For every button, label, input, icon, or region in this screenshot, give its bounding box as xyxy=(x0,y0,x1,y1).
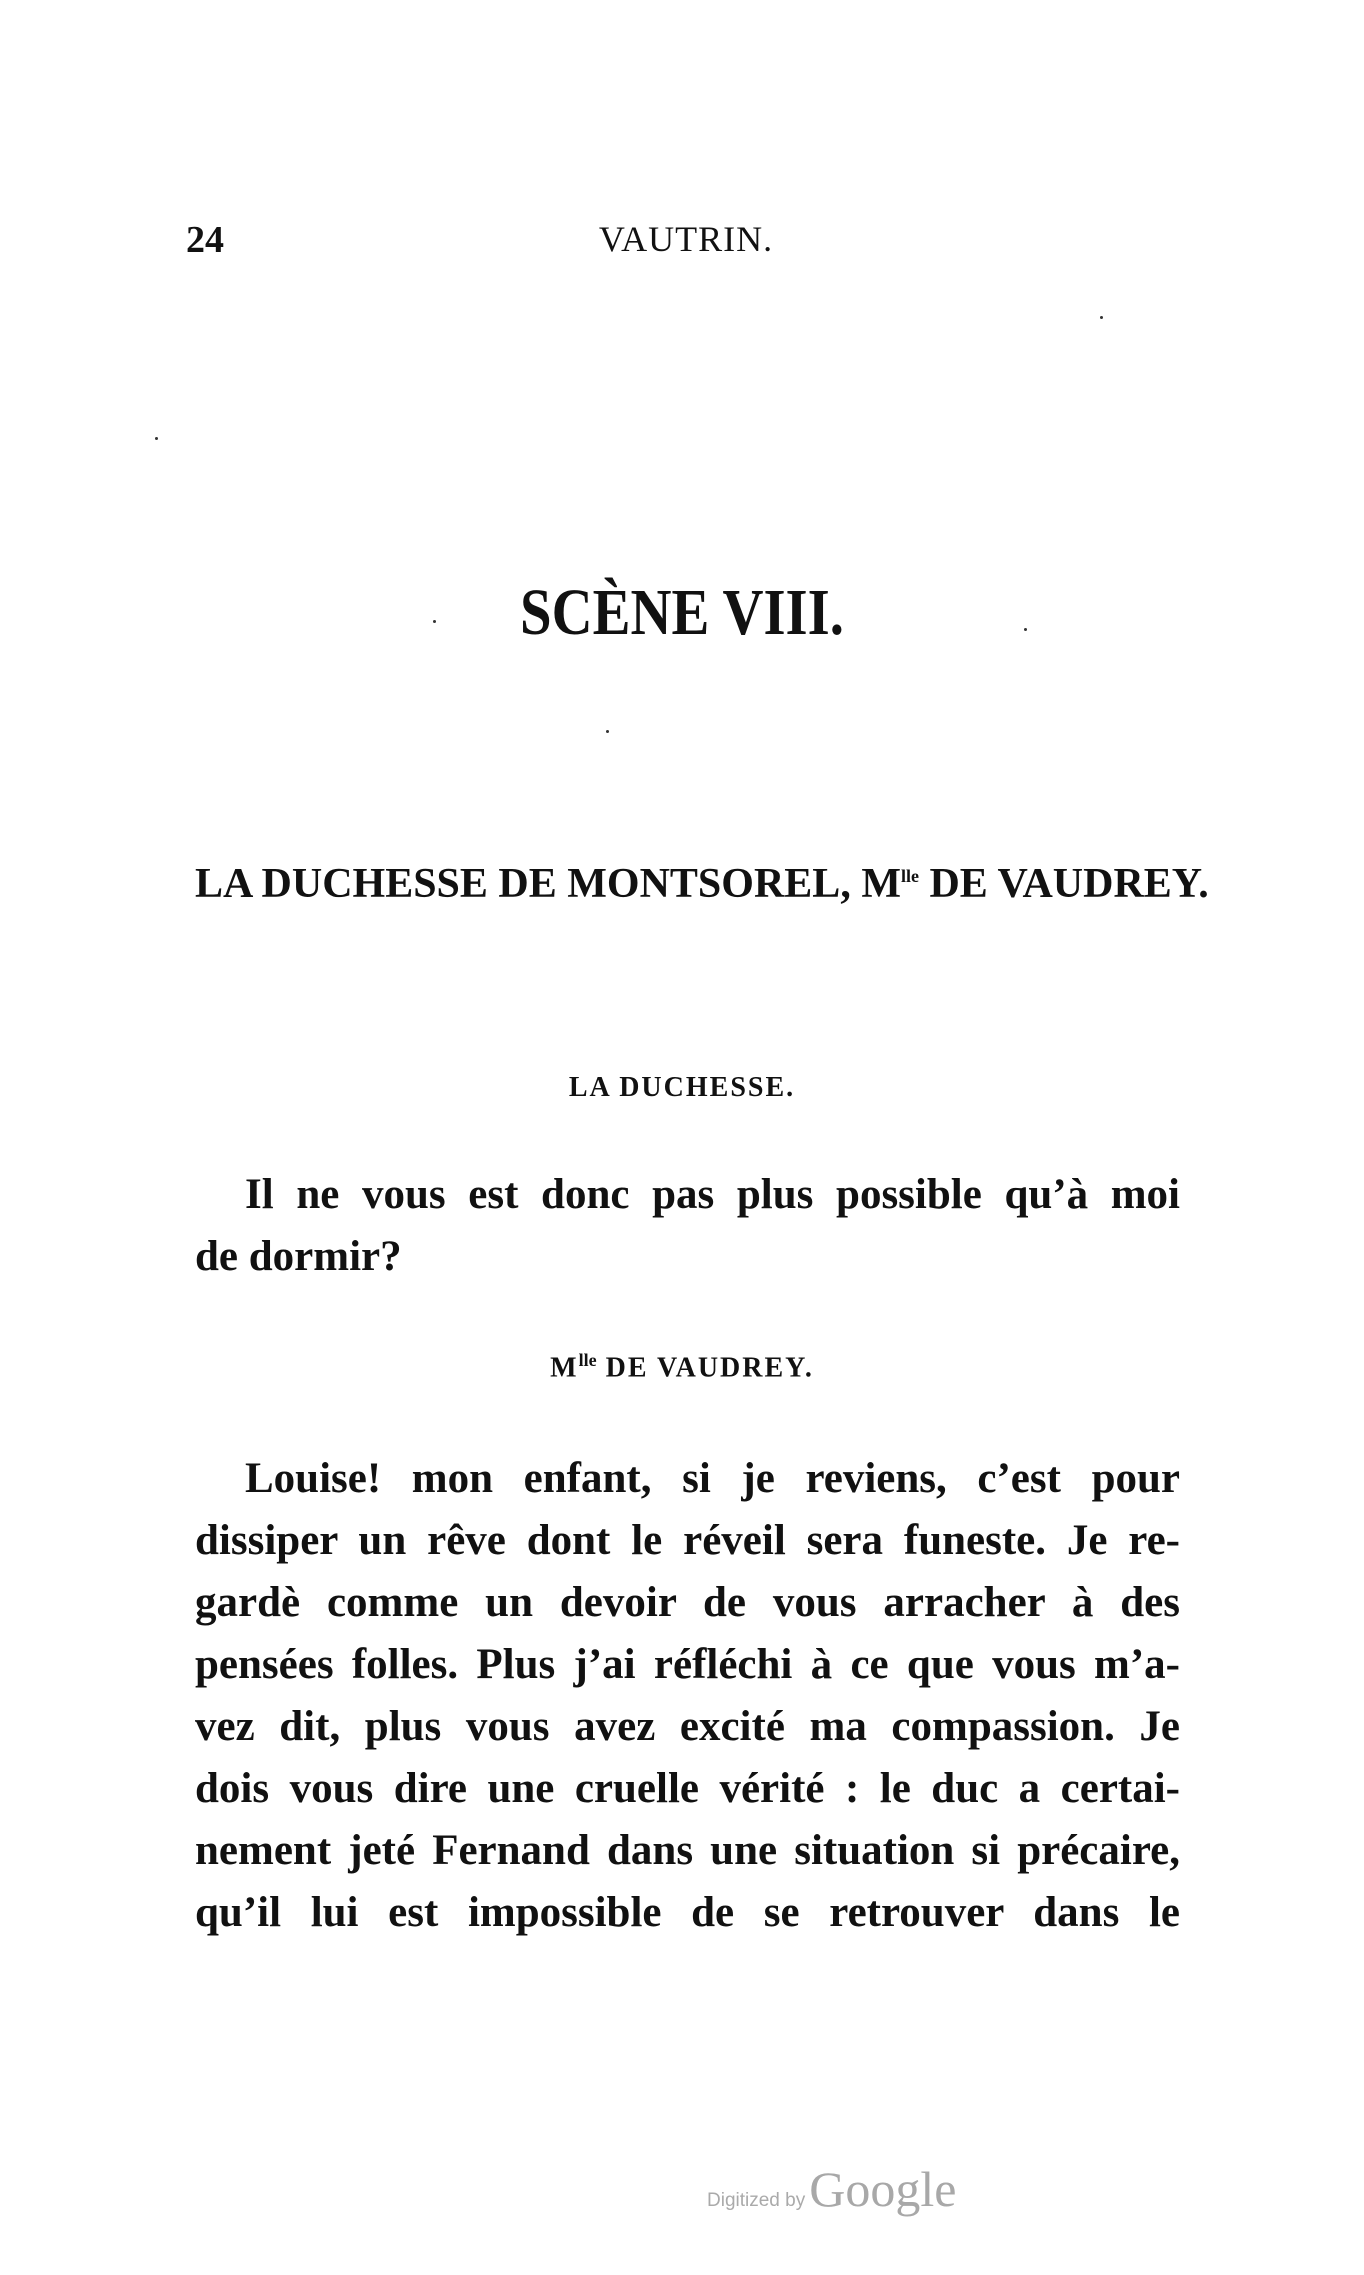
speaker-vaudrey xyxy=(0,1350,1364,1384)
text-line: gardè comme un devoir de vous arracher à des xyxy=(195,1579,1180,1626)
text-line: nement jeté Fernand dans une situation si précaire, xyxy=(195,1827,1180,1874)
speaker-duchesse: LA DUCHESSE. xyxy=(568,1072,796,1103)
scene-title: SCÈNE VIII. xyxy=(520,576,844,649)
character-list-sup: lle xyxy=(900,866,919,886)
speech-duchesse xyxy=(195,1164,1180,1288)
running-title: VAUTRIN. xyxy=(598,219,774,259)
speaker-text: M xyxy=(550,1352,579,1384)
google-watermark xyxy=(707,2160,956,2218)
speck xyxy=(1024,628,1027,631)
text-line: de dormir? xyxy=(195,1233,402,1280)
text-line: dois vous dire une cruelle vérité : le duc a certai- xyxy=(195,1765,1180,1812)
speck xyxy=(433,620,436,623)
character-list xyxy=(195,860,1209,908)
text-line: qu’il lui est impossible de se retrouver dans le xyxy=(195,1889,1180,1936)
text-line: Il ne vous est donc pas plus possible qu’à moi xyxy=(245,1171,1180,1218)
page-number: 24 xyxy=(186,219,224,261)
speech-vaudrey xyxy=(195,1448,1180,1944)
text-line: dissiper un rêve dont le réveil sera funeste. Je re- xyxy=(195,1517,1180,1564)
speaker-sup: lle xyxy=(578,1350,597,1370)
text-line: pensées folles. Plus j’ai réfléchi à ce que vous m’a- xyxy=(195,1641,1180,1688)
text-line: vez dit, plus vous avez excité ma compassion. Je xyxy=(195,1703,1180,1750)
speck xyxy=(606,730,609,733)
speck xyxy=(1100,316,1103,319)
character-list-text: LA DUCHESSE DE MONTSOREL, M xyxy=(195,861,901,907)
character-list-suffix: DE VAUDREY. xyxy=(918,861,1209,907)
watermark-brand: Google xyxy=(809,2161,957,2217)
watermark-prefix: Digitized by xyxy=(707,2190,806,2211)
text-line: Louise! mon enfant, si je reviens, c’est pour xyxy=(245,1455,1180,1502)
speaker-suffix: DE VAUDREY. xyxy=(596,1352,814,1384)
speck xyxy=(155,437,158,440)
